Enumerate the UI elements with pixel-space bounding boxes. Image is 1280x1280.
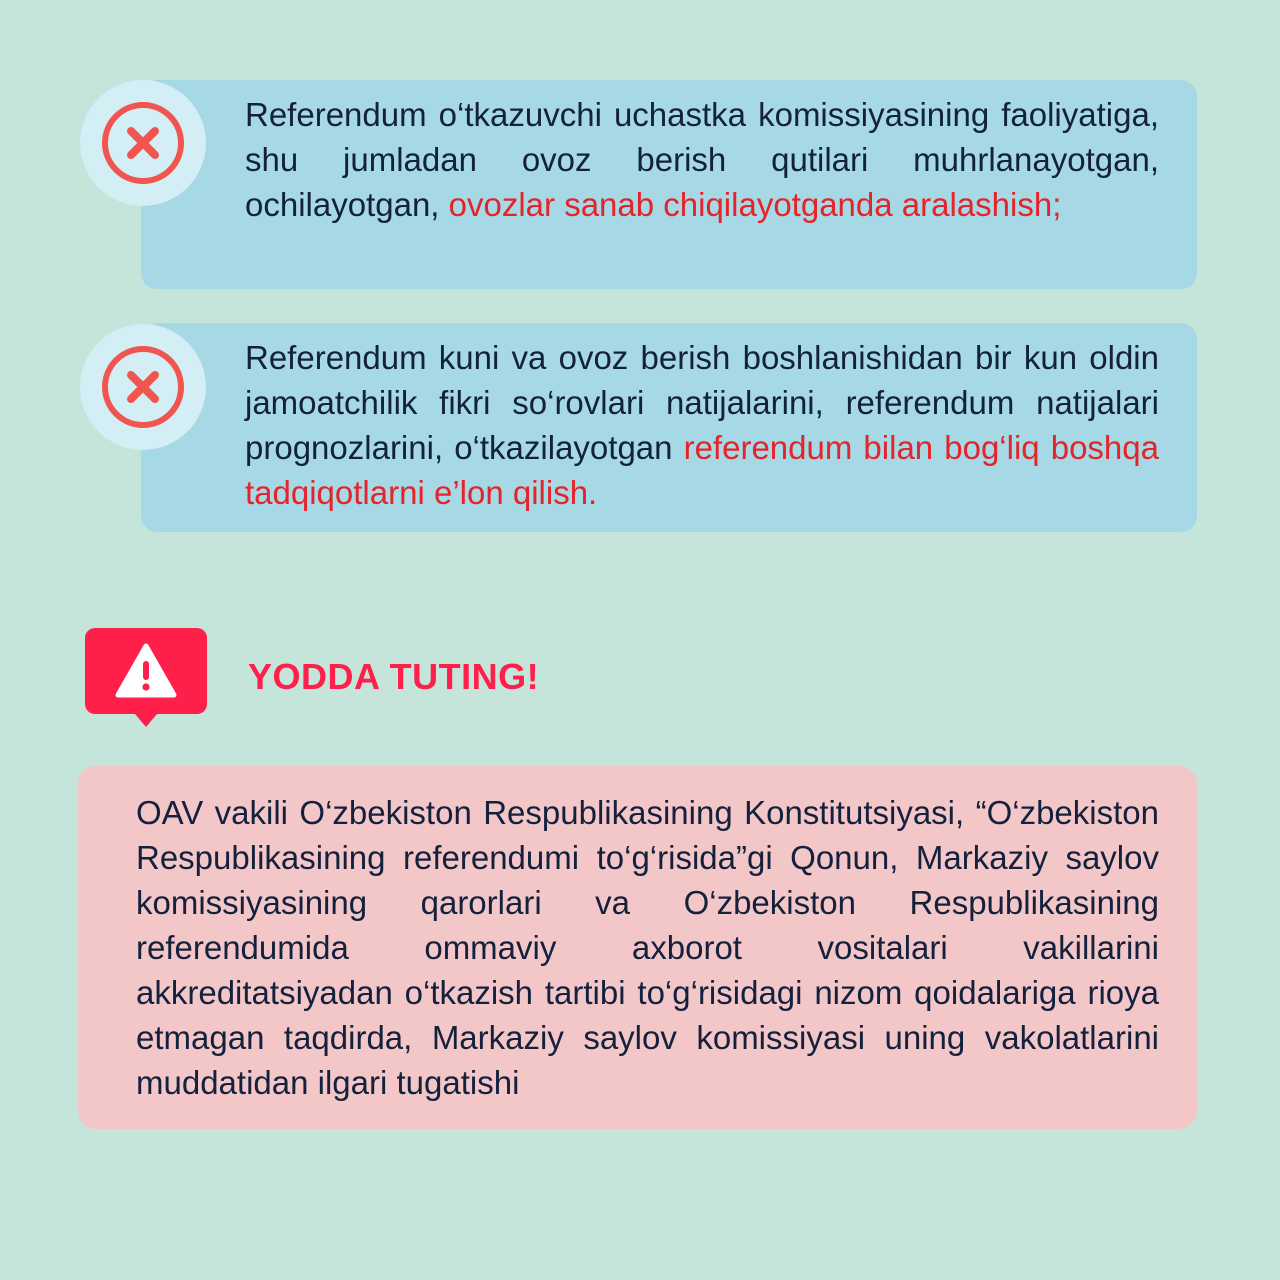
rule-text-2 [245, 335, 1159, 515]
warning-note-card [78, 766, 1197, 1129]
warning-note-text: OAV vakili O‘zbekiston Respublikasining Konstitutsiyasi, “O‘zbekiston Respublikasining referendumi to‘g‘risida”gi Qonun, Markaziy saylov komissiyasining qarorlari va O‘zbekiston Respublikasining referendumida ommaviy axborot vositalari vakillarini akkreditatsiyadan o‘tkazish tartibi to‘g‘risidagi nizom qoidalariga rioya etmagan taqdirda, Markaziy saylov komissiyasi uning vakolatlarini muddatidan ilgari tugatishi [136, 794, 1159, 1101]
rule-text-2-plain: Referendum kuni va ovoz berish boshlanishidan bir kun oldin jamoatchilik fikri so‘rovlari natijalarini, referendum natijalari prognozlarini, o‘tkazilayotgan [245, 339, 1159, 466]
rule-text-1-plain: Referendum o‘tkazuvchi uchastka komissiyasining faoliyatiga, shu jumladan ovoz berish qutilari muhrlanayotgan, ochilayotgan, [245, 96, 1159, 223]
close-circle-icon [80, 324, 206, 450]
warning-icon [85, 628, 207, 728]
rule-card-2 [141, 323, 1197, 532]
rule-card-1 [141, 80, 1197, 289]
rule-text-1-highlight: ovozlar sanab chiqilayotganda aralashish; [448, 186, 1062, 223]
rule-text-1 [245, 92, 1159, 227]
warning-title: YODDA TUTING! [248, 656, 540, 697]
rule-text-2-highlight: referendum bilan bog‘liq boshqa tadqiqotlarni e’lon qilish. [245, 429, 1159, 511]
close-circle-icon [80, 80, 206, 206]
